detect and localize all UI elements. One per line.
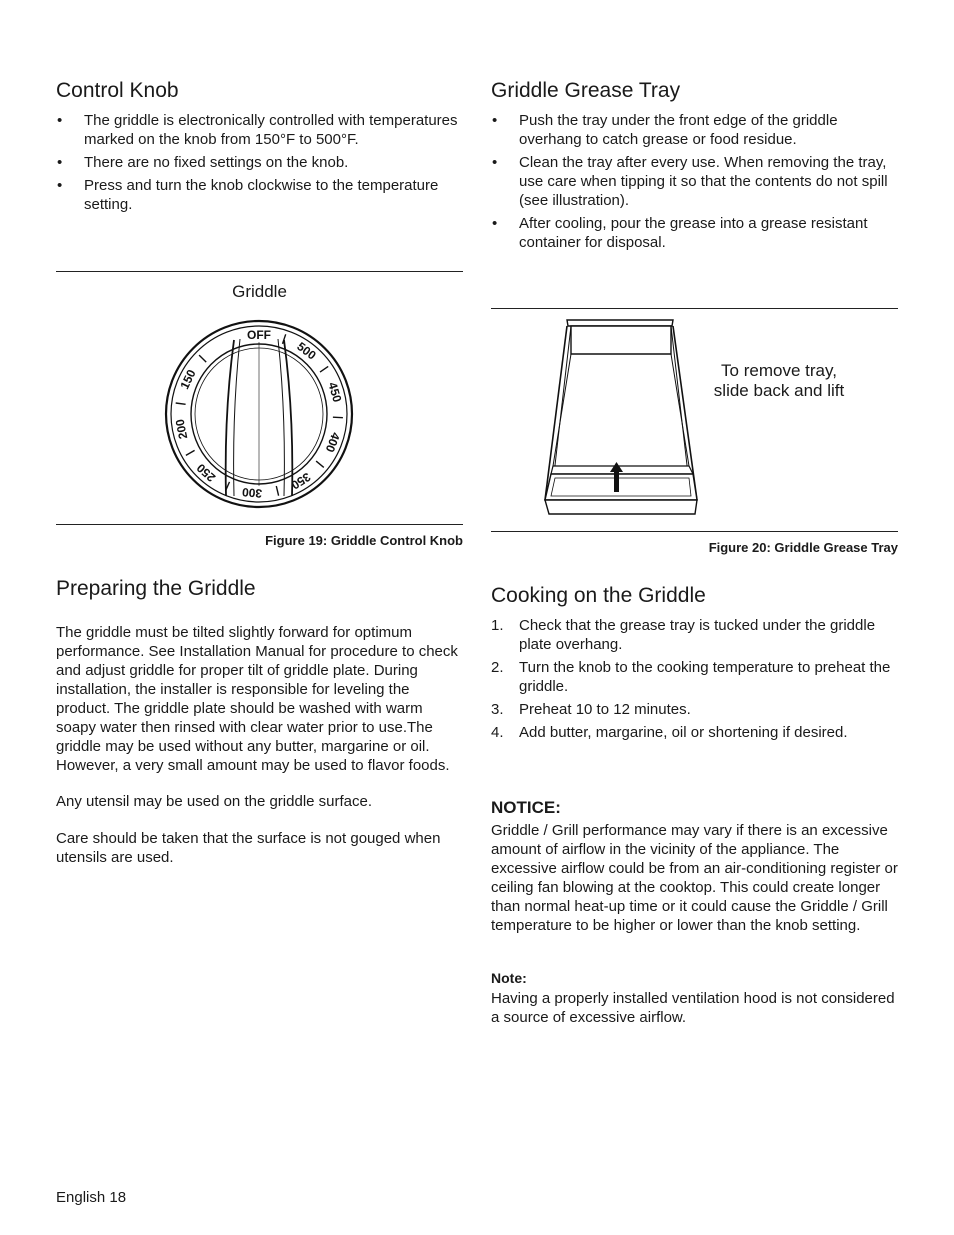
knob-mark-300: 300: [241, 484, 263, 501]
step-text: Turn the knob to the cooking temperature to preheat the griddle.: [519, 659, 891, 695]
figure-bottom-rule: [56, 524, 463, 525]
preparing-paragraph-2: Any utensil may be used on the griddle surface.: [56, 793, 373, 810]
step-text: Add butter, margarine, oil or shortening if desired.: [519, 724, 848, 741]
figure-top-rule: [491, 308, 898, 309]
knob-mark-150: 150: [177, 367, 199, 392]
list-item: [491, 658, 898, 696]
figure-20-label-line-2: slide back and lift: [713, 381, 845, 400]
figure-19-caption: Figure 19: Griddle Control Knob: [265, 533, 463, 548]
step-number: 1.: [491, 617, 504, 634]
knob-mark-400: 400: [322, 430, 343, 455]
step-text: Preheat 10 to 12 minutes.: [519, 701, 691, 718]
note-heading: Note:: [491, 970, 527, 986]
step-number: 2.: [491, 659, 504, 676]
griddle-knob-illustration: [164, 318, 354, 513]
list-item: • Push the tray under the front edge of the griddle overhang to catch grease or food residue.: [491, 111, 898, 149]
preparing-paragraph-1: The griddle must be tilted slightly forward for optimum performance. See Installation Manual for procedure to check and adjust griddle for proper tilt of griddle plate. During installation, the installer is responsible for leveling the product. The griddle plate should be washed with warm soapy water then rinsed with clear water prior to use.The griddle may be used without any butter, margarine or oil. However, a very small amount may be used to flavor foods.: [56, 624, 458, 774]
cooking-steps: [491, 616, 898, 746]
list-item: [491, 723, 898, 742]
knob-mark-500: 500: [294, 339, 319, 363]
knob-mark-350: 350: [288, 469, 314, 493]
page-footer: English 18: [56, 1189, 127, 1206]
figure-bottom-rule: [491, 531, 898, 532]
control-knob-list: [56, 111, 463, 218]
list-item: • Clean the tray after every use. When removing the tray, use care when tipping it so that the contents do not spill (see illustration).: [491, 153, 898, 210]
step-text: Check that the grease tray is tucked under the griddle plate overhang.: [519, 617, 876, 653]
list-item: [491, 700, 898, 719]
grease-tray-illustration: [541, 316, 701, 519]
list-item: • Press and turn the knob clockwise to the temperature setting.: [56, 176, 463, 214]
list-item: • The griddle is electronically controlled with temperatures marked on the knob from 150°F to 500°F.: [56, 111, 463, 149]
cooking-heading: Cooking on the Griddle: [491, 584, 706, 607]
notice-heading: NOTICE:: [491, 798, 561, 817]
knob-mark-200: 200: [172, 417, 191, 441]
knob-mark-250: 250: [193, 460, 219, 485]
control-knob-heading: Control Knob: [56, 79, 179, 102]
grease-tray-list: [491, 111, 898, 256]
step-number: 4.: [491, 724, 504, 741]
figure-20-label-line-1: To remove tray,: [721, 361, 837, 380]
figure-20-caption: Figure 20: Griddle Grease Tray: [708, 540, 898, 555]
figure-top-rule: [56, 271, 463, 272]
list-item: • After cooling, pour the grease into a grease resistant container for disposal.: [491, 214, 898, 252]
figure-19-label: Griddle: [232, 282, 287, 301]
note-text: Having a properly installed ventilation hood is not considered a source of excessive airflow.: [491, 990, 895, 1026]
list-item: [491, 616, 898, 654]
preparing-heading: Preparing the Griddle: [56, 577, 256, 600]
knob-mark-off: OFF: [247, 328, 271, 342]
grease-tray-heading: Griddle Grease Tray: [491, 79, 681, 102]
knob-mark-450: 450: [325, 380, 345, 404]
step-number: 3.: [491, 701, 504, 718]
list-item: • There are no fixed settings on the knob.: [56, 153, 463, 172]
notice-text: Griddle / Grill performance may vary if there is an excessive amount of airflow in the vicinity of the appliance. The excessive airflow could be from an air-conditioning register or ceiling fan blowing at the cooktop. This could create longer than normal heat-up time or it could cause the Griddle / Grill temperature to be higher or lower than the knob setting.: [491, 822, 898, 934]
knob-tick: [333, 417, 343, 418]
preparing-paragraph-3: Care should be taken that the surface is not gouged when utensils are used.: [56, 830, 441, 866]
